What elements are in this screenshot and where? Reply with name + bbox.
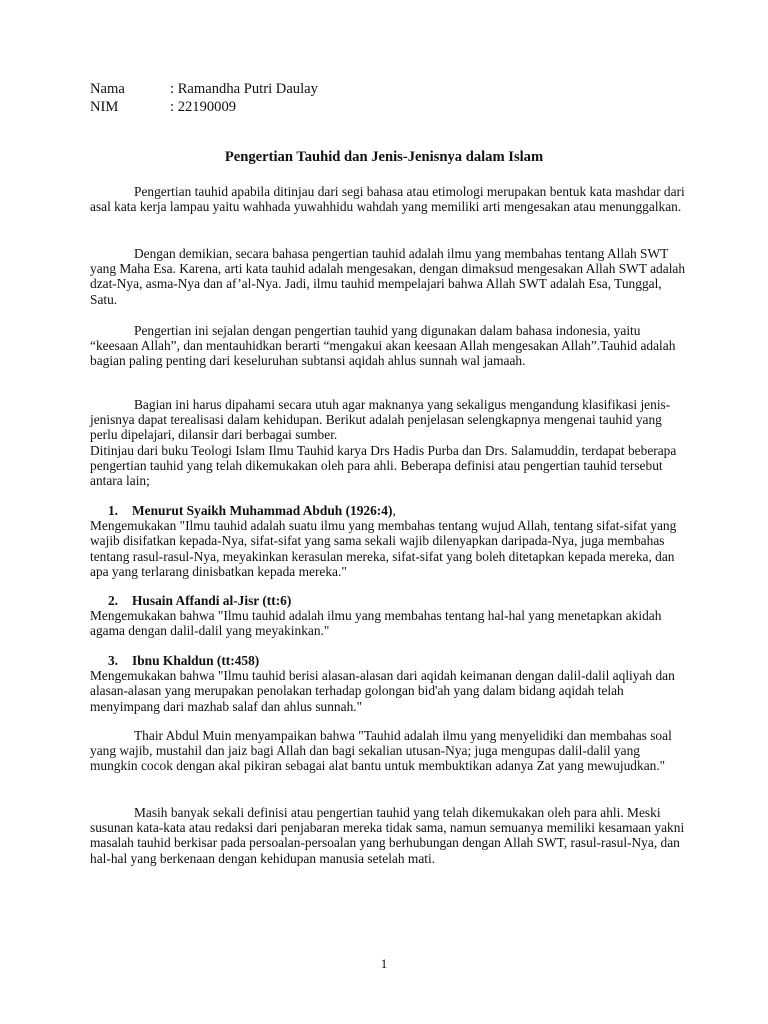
paragraph: Pengertian tauhid apabila ditinjau dari segi bahasa atau etimologi merupakan bentuk kata mashdar dari asal kata kerja lampau yaitu wahhada yuwahhidu wahdah yang memiliki arti mengesakan atau menunggalkan.: [90, 184, 685, 215]
list-text: Mengemukakan bahwa "Ilmu tauhid berisi alasan-alasan dari aqidah keimanan dengan dalil-dalil aqliyah dan alasan-alasan yang merupakan penolakan terhadap golongan bid'ah yang dalam bidang aqidah telah menyimpang dari mazhab salaf dan ahlus sunnah.": [90, 668, 675, 714]
document-title: Pengertian Tauhid dan Jenis-Jenisnya dalam Islam: [224, 149, 544, 165]
nim-row: [90, 98, 690, 116]
nim-value: : 22190009: [170, 99, 237, 115]
paragraph: Bagian ini harus dipahami secara utuh agar maknanya yang sekaligus mengandung klasifikasi jenis-jenisnya dapat terealisasi dalam kehidupan. Berikut adalah penjelasan selengkapnya mengenai tauhid yang perlu dipelajari, dilansir dari berbagai sumber.: [90, 397, 671, 443]
paragraph: Thair Abdul Muin menyampaikan bahwa "Tauhid adalah ilmu yang menyelidiki dan membahas soal yang wajib, mustahil dan jaiz bagi Allah dan bagi sekalian utusan-Nya; juga mengupas dalil-dalil yang mungkin cocok dengan akal pikiran sebagai alat bantu untuk membuktikan adanya Zat yang mewujudkan.": [90, 728, 672, 774]
list-number: 2.: [107, 593, 118, 608]
name-row: [90, 80, 690, 98]
list-item: [90, 503, 690, 579]
list-number: 3.: [107, 653, 118, 668]
list-heading: Ibnu Khaldun (tt:458): [132, 653, 260, 668]
list-heading: Menurut Syaikh Muhammad Abduh (1926:4): [132, 503, 393, 518]
page-number: 1: [380, 956, 388, 971]
paragraph: Pengertian ini sejalan dengan pengertian tauhid yang digunakan dalam bahasa indonesia, yaitu “keesaan Allah”, dan mentauhidkan berarti “mengakui akan keesaan Allah mengesakan Allah”.Tauhid adalah bagian paling penting dari keseluruhan subtansi aqidah ahlus sunnah wal jamaah.: [90, 323, 676, 369]
name-value: : Ramandha Putri Daulay: [170, 81, 318, 97]
paragraph: Masih banyak sekali definisi atau pengertian tauhid yang telah dikemukakan oleh para ahli. Meski susunan kata-kata atau redaksi dari penjabaran mereka tidak sama, namun semuanya memiliki kesamaan yakni masalah tauhid berkisar pada persoalan-persoalan yang berhubungan dengan Allah SWT, rasul-rasul-Nya, dan hal-hal yang berkenaan dengan kehidupan manusia setelah mati.: [90, 805, 685, 866]
list-item: [90, 593, 690, 639]
name-label: Nama: [90, 81, 125, 97]
list-text: Mengemukakan "Ilmu tauhid adalah suatu ilmu yang membahas tentang wujud Allah, tentang sifat-sifat yang wajib disifatkan kepada-Nya, sifat-sifat yang sama sekali wajib dilenyapkan daripada-Nya, juga membahas tentang rasul-rasul-Nya, meyakinkan kerasulan mereka, sifat-sifat yang boleh ditetapkan kepada mereka, dan apa yang terlarang dinisbatkan kepada mereka.": [90, 518, 677, 579]
list-item: [90, 653, 690, 714]
list-heading: Husain Affandi al-Jisr (tt:6): [132, 593, 292, 608]
list-number: 1.: [107, 503, 118, 518]
student-info: [90, 80, 690, 116]
nim-label: NIM: [90, 99, 119, 115]
paragraph: Dengan demikian, secara bahasa pengertian tauhid adalah ilmu yang membahas tentang Allah SWT yang Maha Esa. Karena, arti kata tauhid adalah mengesakan, dengan dimaksud mengesakan Allah SWT adalah dzat-Nya, asma-Nya dan af’al-Nya. Jadi, ilmu tauhid mempelajari bahwa Allah SWT adalah Esa, Tunggal, Satu.: [90, 246, 686, 307]
list-text: Mengemukakan bahwa "Ilmu tauhid adalah ilmu yang membahas tentang hal-hal yang menetapkan akidah agama dengan dalil-dalil yang meyakinkan.": [90, 608, 662, 639]
paragraph: Ditinjau dari buku Teologi Islam Ilmu Tauhid karya Drs Hadis Purba dan Drs. Salamuddin, terdapat beberapa pengertian tauhid yang telah dikemukakan oleh para ahli. Beberapa definisi atau pengertian tauhid tersebut antara lain;: [90, 443, 677, 489]
list-heading-tail: ,: [392, 503, 396, 518]
